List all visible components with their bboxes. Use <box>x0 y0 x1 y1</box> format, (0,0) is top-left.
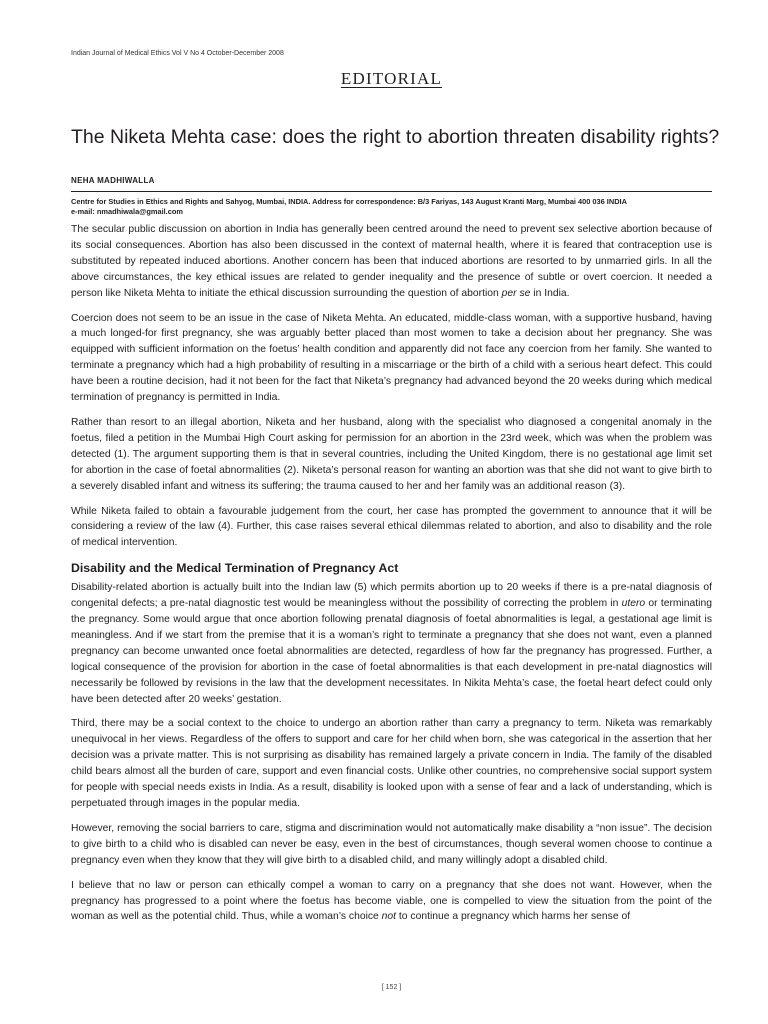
author-affiliation <box>71 197 712 216</box>
paragraph-6: Third, there may be a social context to the choice to undergo an abortion rather than carry a pregnancy to term. Niketa was remarkably unequivocal in her views. Regardless of the offers to support and care for her child when born, she was categorical in the assertion that her decision was a private matter. This is not surprising as disability has remained largely a private concern in India. The family of the disabled child bears almost all the burden of care, support and even financial costs. Unlike other countries, no comprehensive social support system for people with special needs exists in India. As a result, disability is looked upon with a sense of fear and a lack of understanding, which is perpetuated through images in the popular media. <box>71 718 712 809</box>
article-body <box>71 222 712 934</box>
paragraph-5: Disability-related abortion is actually built into the Indian law (5) which permits abortion up to 20 weeks if there is a pre-natal diagnosis of congenital defects; a pre-natal diagnostic test would be meaningless without the possibility of correcting the problem in utero or terminating the pregnancy. Some would argue that once abortion following prenatal diagnosis of foetal abnormalities is legal, a gestational age limit is meaningless. And if we start from the premise that it is a woman’s right to terminate a pregnancy that she does not want, even a planned pregnancy can become unwanted once foetal abnormalities are detected, regardless of how far the pregnancy has progressed. Further, a logical consequence of the provision for abortion in the case of foetal abnormalities is that each development in pre-natal diagnostics will necessarily be followed by revisions in the law that the development necessitates. In Nikita Mehta’s case, the foetal heart defect could only have been detected after 20 weeks’ gestation. <box>71 582 712 705</box>
affiliation-email: e-mail: nmadhiwala@gmail.com <box>71 206 183 216</box>
journal-citation: Indian Journal of Medical Ethics Vol V No 4 October-December 2008 <box>71 50 284 57</box>
section-label: EDITORIAL <box>340 69 443 88</box>
author-name: NEHA MADHIWALLA <box>71 176 155 185</box>
paragraph-3: Rather than resort to an illegal abortion, Niketa and her husband, along with the specialist who diagnosed a congenital anomaly in the foetus, filed a petition in the Mumbai High Court asking for permission for an abortion in the 23rd week, which was when the problem was detected (1). The argument supporting them is that in several countries, including the United Kingdom, there is no gestational age limit set for abortion in the case of foetal abnormalities (2). Niketa’s personal reason for wanting an abortion was that she did not want to give birth to a severely disabled infant and witness its suffering; the trauma caused to her and her family was an additional reason (3). <box>71 416 712 492</box>
affiliation-address: Centre for Studies in Ethics and Rights and Sahyog, Mumbai, INDIA. Address for correspondence: B/3 Fariyas, 143 August Kranti Marg, Mumbai 400 036 INDIA <box>71 197 627 206</box>
section-heading: Disability and the Medical Termination of Pregnancy Act <box>71 561 399 576</box>
paragraph-2: Coercion does not seem to be an issue in the case of Niketa Mehta. An educated, middle-class woman, with a supportive husband, having a much longed-for first pregnancy, she was arguably better placed than most women to take a decision about her pregnancy. She was equipped with sufficient information on the foetus’ health condition and apparently did not face any coercion from her family. She wanted to terminate a pregnancy which had a high probability of resulting in a miscarriage or the birth of a child with a serious heart defect. This could have been a routine decision, had it not been for the fact that Niketa’s pregnancy had advanced beyond the 20 weeks during which medical termination of pregnancy is permitted in India. <box>71 312 712 404</box>
paragraph-7: However, removing the social barriers to care, stigma and discrimination would not automatically make disability a “non issue”. The decision to give birth to a child who is disabled can never be easy, even in the best of circumstances, though several women choose to continue a pregnancy even when they know that they will give birth to a disabled child, and many willingly adopt a disabled child. <box>71 822 712 866</box>
paragraph-8: I believe that no law or person can ethically compel a woman to carry on a pregnancy that she does not want. However, when the pregnancy has progressed to a point where the foetus has become viable, one is compelled to view the situation from the point of the woman as well as the potential child. Thus, while a woman’s choice not to continue a pregnancy which harms her sense of <box>71 879 712 923</box>
journal-page <box>71 0 720 1024</box>
paragraph-1: The secular public discussion on abortion in India has generally been centred around the need to prevent sex selective abortion because of its social consequences. Abortion has also been discussed in the context of maternal health, where it is feared that contraception use is substituted by repeated induced abortions. Another concern has been that induced abortions are resorted to by unmarried girls. In all the above circumstances, the key ethical issues are related to gender inequality and the presence of subtle or overt coercion. It needed a person like Niketa Mehta to initiate the ethical discussion surrounding the question of abortion per se in India. <box>71 224 712 299</box>
author-divider <box>71 191 712 192</box>
paragraph-4: While Niketa failed to obtain a favourable judgement from the court, her case has prompted the government to announce that it will be considering a review of the law (4). Further, this case raises several ethical dilemmas related to abortion, and also to disability and the role of medical intervention. <box>71 505 712 549</box>
page-number: [ 152 ] <box>381 984 402 991</box>
article-title: The Niketa Mehta case: does the right to abortion threaten disability rights? <box>71 126 720 148</box>
